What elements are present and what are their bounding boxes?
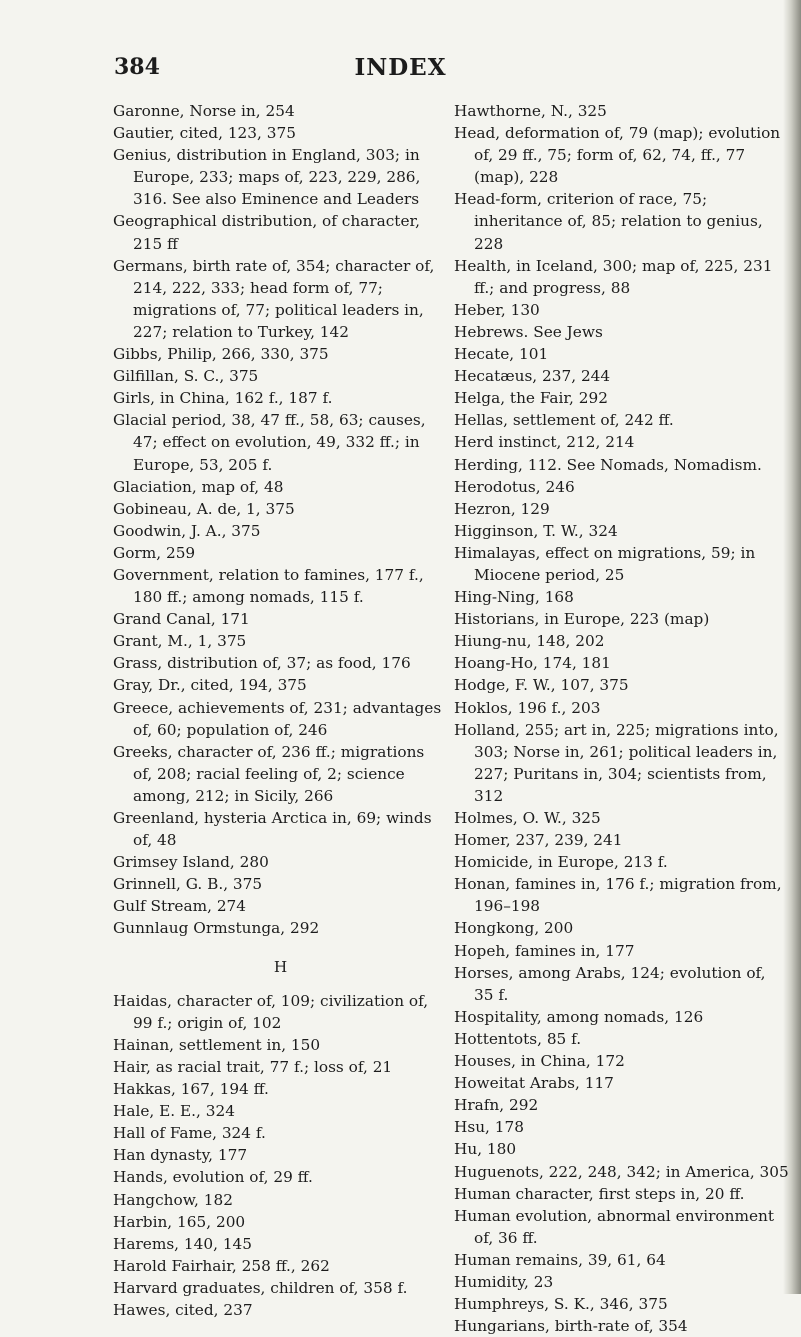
index-entry: Garonne, Norse in, 254 [113, 102, 295, 120]
index-entry: Huguenots, 222, 248, 342; in America, 305 [454, 1162, 789, 1181]
index-entry: Honan, famines in, 176 f.; migration from, 196–198 [454, 875, 782, 916]
index-entry: Hopeh, famines in, 177 [454, 941, 635, 960]
index-entry: Goodwin, J. A., 375 [113, 521, 261, 540]
index-entry: Harold Fairhair, 258 ff., 262 [113, 1256, 330, 1275]
left-column [113, 100, 448, 1321]
page-number: 384 [114, 54, 160, 80]
index-section-h-continued [454, 100, 789, 1337]
index-entry: Horses, among Arabs, 124; evolution of, 35 f. [454, 963, 766, 1004]
index-entry: Hale, E. E., 324 [113, 1102, 235, 1121]
index-entry: Houses, in China, 172 [454, 1052, 625, 1071]
index-entry: Hellas, settlement of, 242 ff. [454, 411, 674, 430]
index-entry: Hoklos, 196 f., 203 [454, 698, 601, 717]
index-entry: Hottentots, 85 f. [454, 1029, 582, 1048]
index-entry: Hing-Ning, 168 [454, 588, 574, 607]
index-entry: Hecate, 101 [454, 345, 549, 364]
index-entry: Himalayas, effect on migrations, 59; in Miocene period, 25 [454, 543, 756, 584]
index-entry: Hezron, 129 [454, 499, 550, 518]
index-entry: Harvard graduates, children of, 358 f. [113, 1278, 408, 1297]
page-header [0, 54, 801, 94]
index-entry: Hecatæus, 237, 244 [454, 367, 611, 386]
index-entry: Government, relation to famines, 177 f., 180 ff.; among nomads, 115 f. [113, 565, 424, 607]
index-entry: Gorm, 259 [113, 543, 196, 562]
index-entry: Grand Canal, 171 [113, 610, 250, 629]
index-entry: Herodotus, 246 [454, 477, 575, 496]
index-entry: Hall of Fame, 324 f. [113, 1124, 266, 1143]
index-entry: Hangchow, 182 [113, 1190, 233, 1209]
index-entry: Gibbs, Philip, 266, 330, 375 [113, 345, 329, 364]
right-column [454, 100, 789, 1337]
index-entry: Gautier, cited, 123, 375 [113, 124, 296, 143]
index-entry: Greece, achievements of, 231; advantages of, 60; population of, 246 [113, 698, 442, 739]
index-entry: Helga, the Fair, 292 [454, 389, 608, 408]
index-entry: Higginson, T. W., 324 [454, 521, 618, 540]
index-entry: Heber, 130 [454, 300, 540, 319]
index-entry: Herding, 112. See Nomads, Nomadism. [454, 455, 762, 474]
index-entry: Han dynasty, 177 [113, 1146, 248, 1165]
running-head: INDEX [354, 54, 447, 81]
index-entry: Head, deformation of, 79 (map); evolution of, 29 ff., 75; form of, 62, 74, ff., 77 (map), 228 [454, 124, 781, 187]
index-entry: Holmes, O. W., 325 [454, 809, 601, 827]
index-entry: Hungarians, birth-rate of, 354 [454, 1317, 688, 1336]
index-entry: Holland, 255; art in, 225; migrations into, 303; Norse in, 261; political leaders in, 227; Puritans in, 304; scientists from, 312 [454, 720, 779, 805]
index-entry: Hodge, F. W., 107, 375 [454, 676, 629, 695]
index-entry: Hoang-Ho, 174, 181 [454, 654, 611, 673]
index-entry: Gulf Stream, 274 [113, 897, 247, 916]
index-entry: Grant, M., 1, 375 [113, 632, 247, 651]
index-entry: Hands, evolution of, 29 ff. [113, 1168, 313, 1187]
index-entry: Gilfillan, S. C., 375 [113, 367, 259, 386]
index-entry: Head-form, criterion of race, 75; inheritance of, 85; relation to genius, 228 [454, 190, 763, 253]
index-entry: Hsu, 178 [454, 1118, 524, 1137]
index-entry: Greenland, hysteria Arctica in, 69; winds of, 48 [113, 809, 432, 850]
index-entry: Glacial period, 38, 47 ff., 58, 63; causes, 47; effect on evolution, 49, 332 ff.; in Europe, 53, 205 f. [113, 411, 426, 474]
index-entry: Geographical distribution, of character, 215 ff [113, 212, 421, 253]
index-entry: Hawes, cited, 237 [113, 1300, 253, 1319]
index-entry: Hawthorne, N., 325 [454, 102, 607, 120]
index-entry: Hair, as racial trait, 77 f.; loss of, 21 [113, 1057, 393, 1076]
index-entry: Hospitality, among nomads, 126 [454, 1007, 704, 1026]
index-section-g [113, 100, 448, 940]
index-entry: Howeitat Arabs, 117 [454, 1074, 614, 1093]
index-entry: Hu, 180 [454, 1140, 517, 1159]
index-entry: Hrafn, 292 [454, 1096, 539, 1115]
index-entry: Gray, Dr., cited, 194, 375 [113, 676, 307, 695]
index-entry: Humidity, 23 [454, 1272, 554, 1291]
index-entry: Gobineau, A. de, 1, 375 [113, 499, 295, 518]
index-entry: Grass, distribution of, 37; as food, 176 [113, 654, 411, 673]
index-entry: Gunnlaug Ormstunga, 292 [113, 919, 320, 938]
index-entry: Hebrews. See Jews [454, 322, 603, 341]
index-entry: Homer, 237, 239, 241 [454, 831, 623, 850]
index-section-h [113, 990, 448, 1321]
index-entry: Harbin, 165, 200 [113, 1212, 246, 1231]
index-entry: Health, in Iceland, 300; map of, 225, 231 ff.; and progress, 88 [454, 256, 773, 297]
index-entry: Genius, distribution in England, 303; in Europe, 233; maps of, 223, 229, 286, 316. See also Eminence and Leaders [113, 146, 421, 209]
index-entry: Hiung-nu, 148, 202 [454, 632, 605, 651]
index-entry: Humphreys, S. K., 346, 375 [454, 1295, 668, 1314]
letter-heading-h: H [273, 957, 288, 976]
index-entry: Girls, in China, 162 f., 187 f. [113, 389, 333, 408]
index-entry: Greeks, character of, 236 ff.; migrations of, 208; racial feeling of, 2; science among, 212; in Sicily, 266 [113, 742, 425, 805]
index-entry: Glaciation, map of, 48 [113, 477, 284, 496]
index-entry: Herd instinct, 212, 214 [454, 433, 635, 452]
index-entry: Historians, in Europe, 223 (map) [454, 610, 710, 629]
index-entry: Germans, birth rate of, 354; character of, 214, 222, 333; head form of, 77; migrations of, 77; political leaders in, 227; relation to Turkey, 142 [113, 256, 435, 341]
index-entry: Grimsey Island, 280 [113, 853, 269, 872]
index-entry: Hongkong, 200 [454, 919, 574, 938]
index-entry: Hakkas, 167, 194 ff. [113, 1080, 269, 1099]
index-entry: Hainan, settlement in, 150 [113, 1035, 321, 1054]
index-entry: Homicide, in Europe, 213 f. [454, 853, 668, 872]
index-entry: Harems, 140, 145 [113, 1234, 253, 1253]
index-entry: Human character, first steps in, 20 ff. [454, 1184, 745, 1203]
index-entry: Human remains, 39, 61, 64 [454, 1250, 666, 1269]
index-entry: Human evolution, abnormal environment of, 36 ff. [454, 1206, 775, 1247]
index-entry: Grinnell, G. B., 375 [113, 875, 263, 894]
index-entry: Haidas, character of, 109; civilization of, 99 f.; origin of, 102 [113, 991, 429, 1032]
